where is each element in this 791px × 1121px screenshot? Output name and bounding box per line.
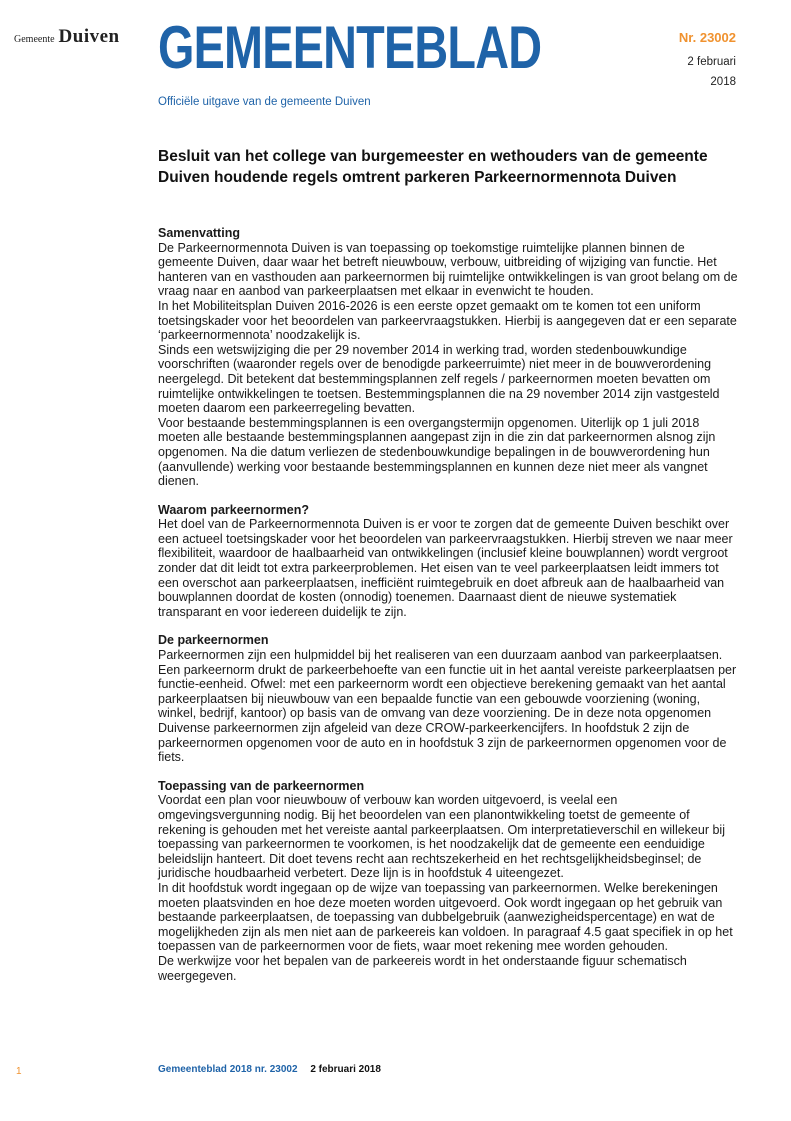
logo-small-text: Gemeente — [14, 34, 55, 45]
paragraph: In het Mobiliteitsplan Duiven 2016-2026 is een eerste opzet gemaakt om te komen tot een uniform toetsingskader voor het beoordelen van parkeervraagstukken. Hierbij is aangegeven dat er een separate ‘parkeernormennota’ noodzakelijk is. — [158, 298, 737, 343]
section-heading: Samenvatting — [158, 226, 240, 240]
paragraph: De Parkeernormennota Duiven is van toepassing op toekomstige ruimtelijke plannen binnen de gemeente Duiven, daar waar het betreft nieuwbouw, verbouw, uitbreiding of wijziging van functie. Het hanteren van en vasthouden aan parkeernormen bij ruimtelijke ontwikkelingen is van groot belang om de vraag naar en aanbod van parkeerplaatsen met elkaar in evenwicht te houden. — [158, 240, 738, 299]
paragraph: De werkwijze voor het bepalen van de parkeereis wordt in het onderstaande figuur schematisch weergegeven. — [158, 953, 687, 983]
section-waarom — [158, 503, 738, 620]
masthead-title: GEMEENTEBLAD — [158, 14, 542, 81]
document-body — [158, 226, 738, 997]
municipality-logo — [14, 26, 120, 48]
section-parkeernormen — [158, 633, 738, 764]
footer-publication: Gemeenteblad 2018 nr. 23002 — [158, 1064, 298, 1075]
logo-big-text: Duiven — [58, 26, 120, 47]
issue-info — [676, 30, 736, 92]
issue-date: 2 februari 2018 — [687, 56, 736, 88]
masthead-subtitle: Officiële uitgave van de gemeente Duiven — [158, 96, 371, 108]
paragraph: Sinds een wetswijziging die per 29 november 2014 in werking trad, worden stedenbouwkundige voorschriften (waaronder regels over de benodigde parkeerruimte) niet meer in de bouwverordening neergelegd. Dit betekent dat bestemmingsplannen zelf regels / parkeernormen moeten bevatten om ruimtelijke ontwikkelingen te toetsen. Bestemmingsplannen die na 29 november 2014 zijn vastgesteld moeten daarom een parkeerregeling bevatten. — [158, 342, 720, 416]
section-toepassing — [158, 779, 738, 983]
paragraph: Het doel van de Parkeernormennota Duiven is er voor te zorgen dat de gemeente Duiven beschikt over een actueel toetsingskader voor het beoordelen van parkeervraagstukken. Hierbij streven we naar meer flexibiliteit, waardoor de haalbaarheid van ontwikkelingen (inclusief kleine bouwplannen) wordt vergroot zonder dat dit leidt tot extra parkeerproblemen. Het eisen van te veel parkeerplaatsen leidt immers tot een overschot aan parkeerplaatsen, inefficiënt ruimtegebruik en doet afbreuk aan de haalbaarheid van bouwplannen doordat de kosten (onnodig) toenemen. Daarnaast dient de nieuwe systematiek transparant en voor iedereen duidelijk te zijn. — [158, 517, 733, 619]
paragraph: In dit hoofdstuk wordt ingegaan op de wijze van toepassing van parkeernormen. Welke berekeningen moeten plaatsvinden en hoe deze moeten worden uitgevoerd. Ook wordt ingegaan op het gebruik van bestaande parkeerplaatsen, de toepassing van dubbelgebruik (aanwezigheidspercentage) en wat de mogelijkheden zijn als men niet aan de parkeereis kan voldoen. In paragraaf 4.5 gaat specifiek in op het toepassen van de parkeernormen voor de fiets, waar moet rekening mee worden gehouden. — [158, 880, 733, 954]
page-number: 1 — [16, 1066, 22, 1077]
footer-date: 2 februari 2018 — [310, 1064, 381, 1075]
document-title: Besluit van het college van burgemeester en wethouders van de gemeente Duiven houdende regels omtrent parkeren Parkeernormennota Duiven — [158, 148, 708, 186]
issue-number: Nr. 23002 — [678, 30, 736, 45]
paragraph: Voordat een plan voor nieuwbouw of verbouw kan worden uitgevoerd, is veelal een omgevingsvergunning nodig. Bij het beoordelen van een planontwikkeling toetst de gemeente of rekening is gehouden met het vereiste aantal parkeerplaatsen. Om interpretatieverschil en willekeur bij toepassing van parkeernormen te voorkomen, is het noodzakelijk dat de gemeente een eenduidige beleidslijn hanteert. Dit doet tevens recht aan rechtszekerheid en het rechtsgelijkheidsbeginsel; de juridische houdbaarheid verbetert. Deze lijn is in hoofdstuk 4 uiteengezet. — [158, 793, 725, 881]
section-samenvatting — [158, 226, 738, 489]
section-heading: Toepassing van de parkeernormen — [158, 778, 365, 793]
paragraph: Parkeernormen zijn een hulpmiddel bij het realiseren van een duurzaam aanbod van parkeerplaatsen. Een parkeernorm drukt de parkeerbehoefte van een functie uit in het aantal vereiste parkeerplaatsen per functie-eenheid. Ofwel: met een parkeernorm wordt een objectieve berekening gemaakt van het aantal parkeerplaatsen bij nieuwbouw van een bepaalde functie van een gebouwde voorziening (woning, winkel, bedrijf, kantoor) op basis van de omvang van deze voorziening. De in deze nota opgenomen Duivense parkeernormen zijn afgeleid van deze CROW-parkeerkencijfers. In hoofdstuk 2 zijn de parkeernormen opgenomen voor de auto en in hoofdstuk 3 zijn de parkeernormen opgenomen voor de fiets. — [158, 648, 737, 765]
section-heading: Waarom parkeernormen? — [158, 502, 309, 517]
section-heading: De parkeernormen — [158, 633, 269, 648]
page-footer — [158, 1064, 381, 1075]
paragraph: Voor bestaande bestemmingsplannen is een overgangstermijn opgenomen. Uiterlijk op 1 juli 2018 moeten alle bestaande bestemmingsplannen aangepast zijn in die zin dat parkeernormen alsnog zijn opgenomen. Na die datum verliezen de stedenbouwkundige bepalingen in de bouwverordening hun (aanvullende) werking voor bestaande bestemmingsplannen en kunnen deze niet meer als vangnet dienen. — [158, 415, 716, 489]
